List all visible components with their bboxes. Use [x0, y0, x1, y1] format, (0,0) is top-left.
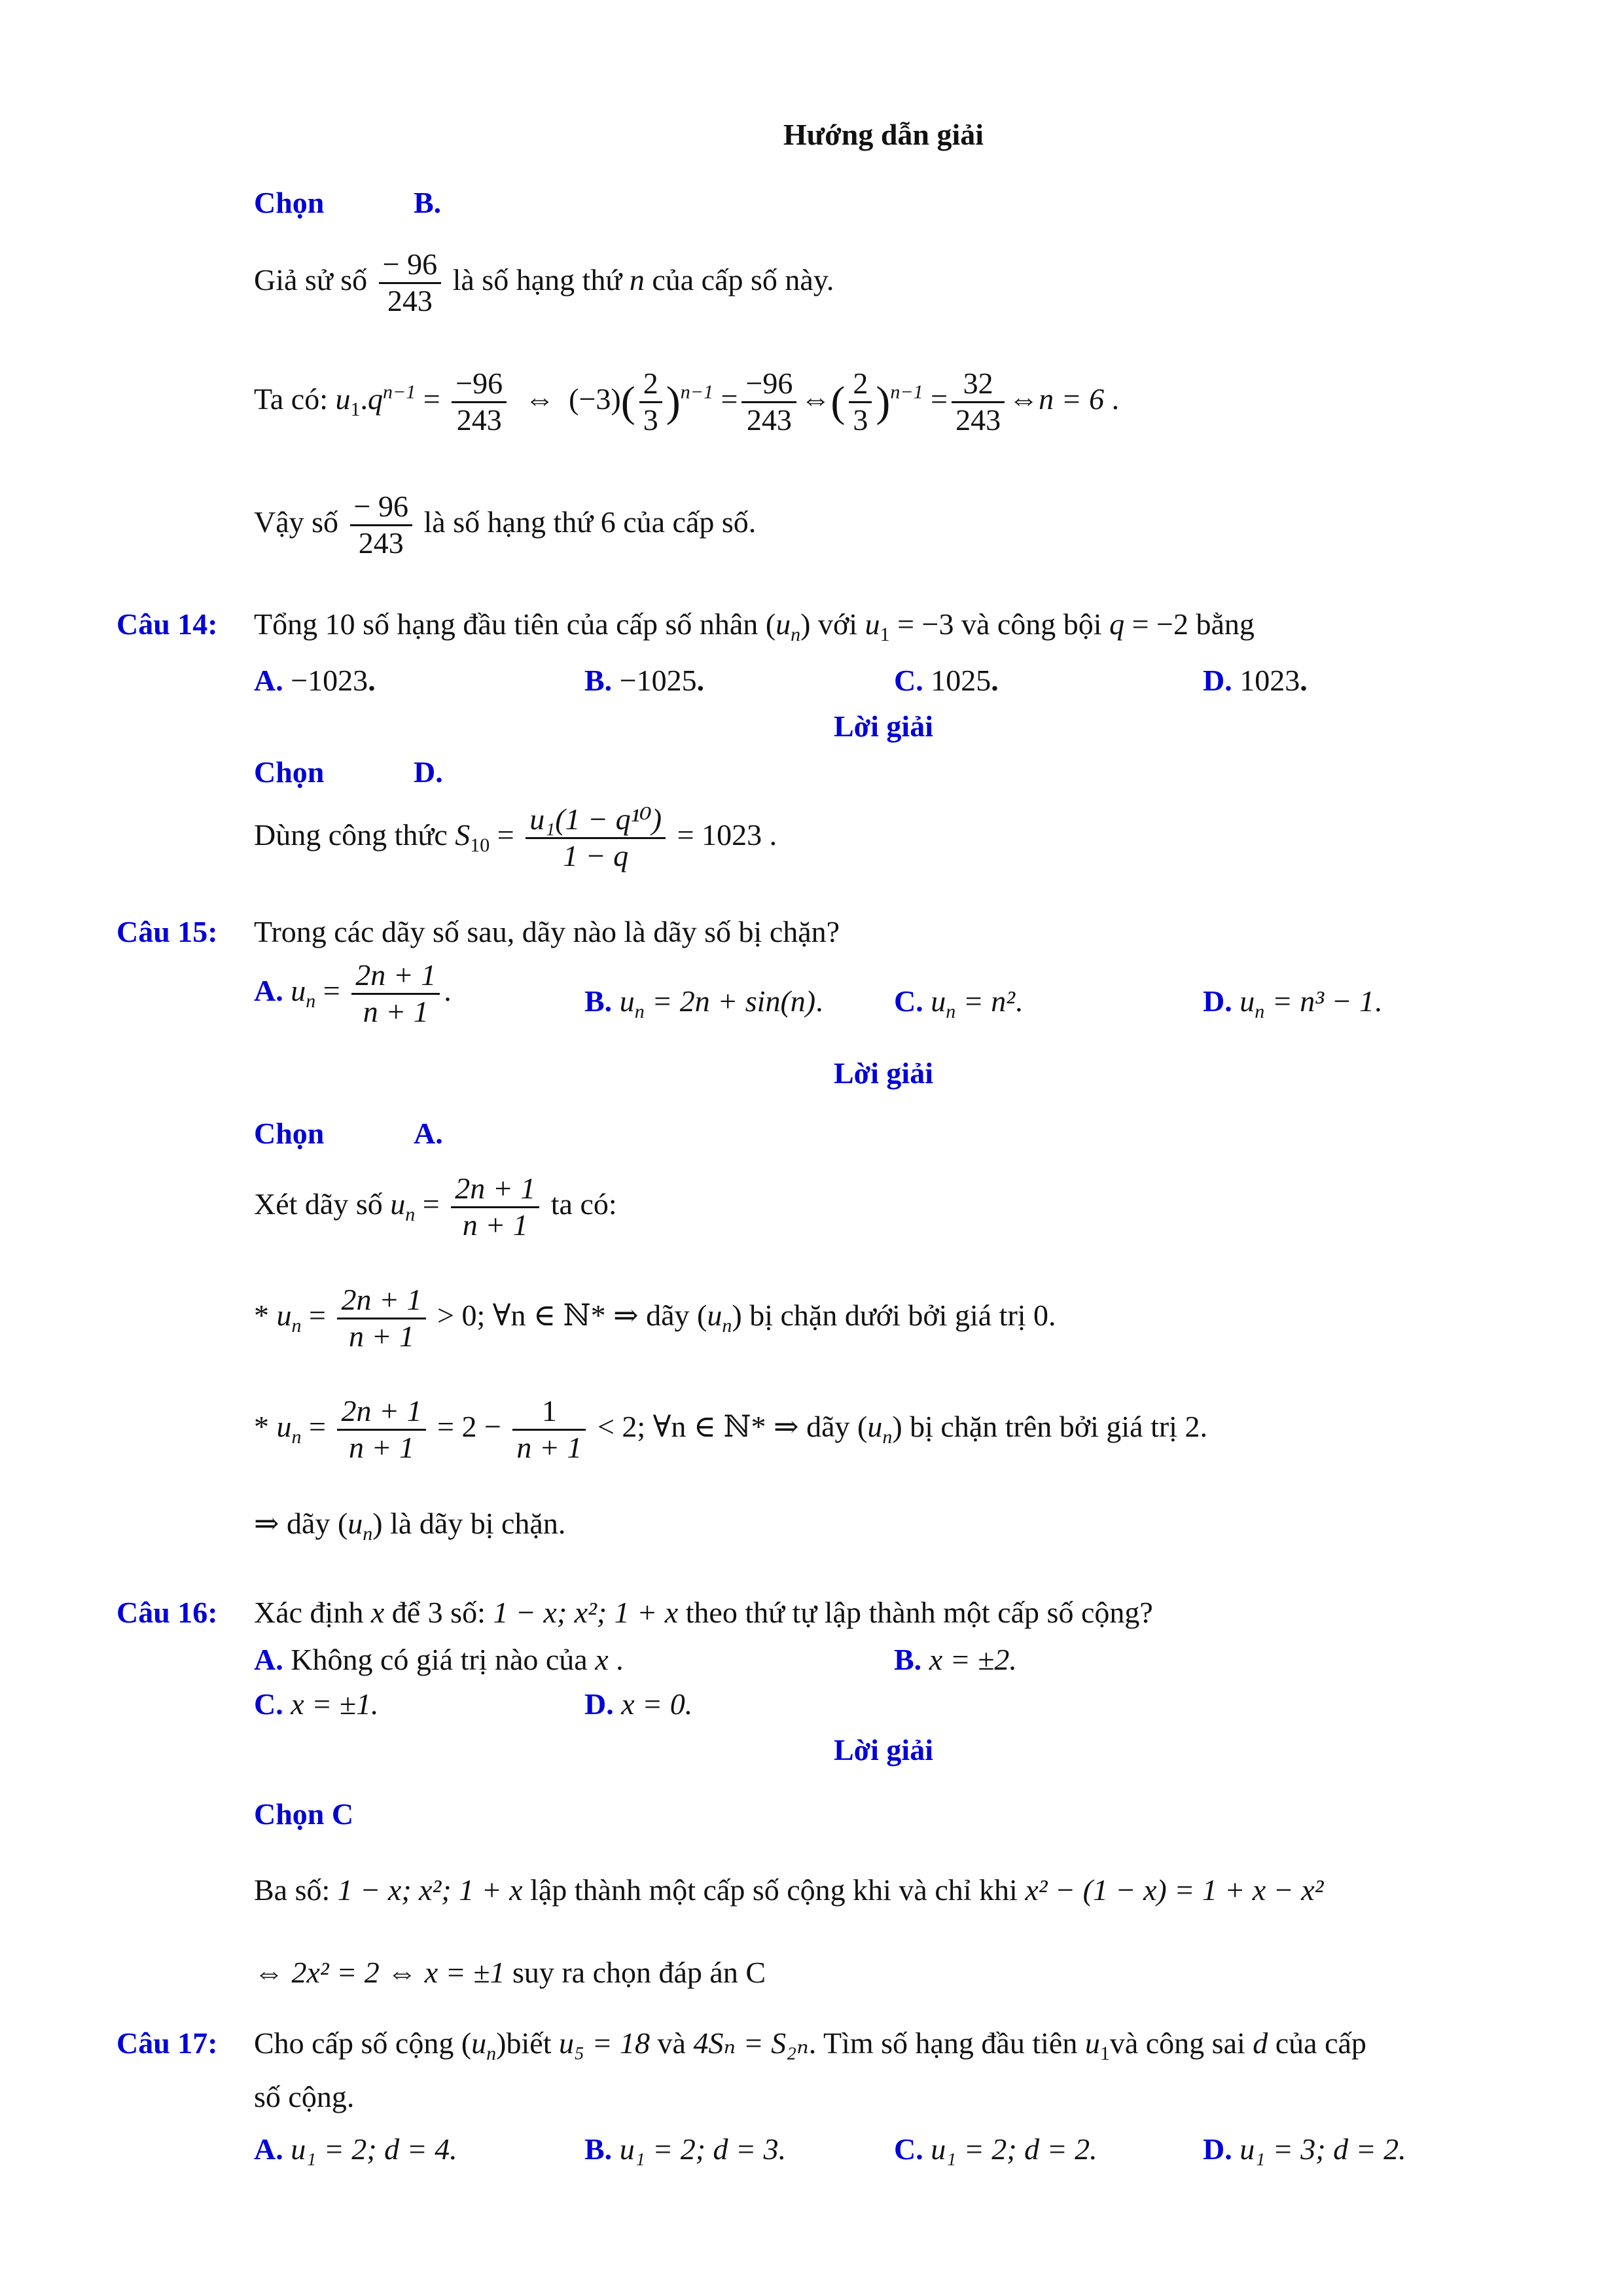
solution-title: Lời giải: [834, 1733, 933, 1767]
question-stem: Trong các dãy số sau, dãy nào là dãy số bị chặn?: [254, 915, 840, 948]
question-stem: Xác định x để 3 số: 1 − x; x²; 1 + x theo thứ tự lập thành một cấp số cộng?: [254, 1596, 1153, 1629]
question-stem: Tổng 10 số hạng đầu tiên của cấp số nhân $(u_n)$ với $u_1 = -3$ và công bội q = −2 bằng: [254, 607, 1255, 646]
option-c[interactable]: C. u₁ = 2; d = 2.: [894, 2132, 1097, 2166]
option-d[interactable]: D. 1023.: [1203, 664, 1308, 697]
chon-answer: D.: [414, 755, 443, 789]
q15-line3: * $u_n$ = $\frac{2n + 1}{n + 1}$ = 2 − $\frac{1}{n + 1}$ < 2; ∀n ∈ ℕ* ⇒ dãy $(u_n)$ bị chặn trên bởi giá trị 2.: [254, 1394, 1207, 1464]
option-a[interactable]: A. u₁ = 2; d = 4.: [254, 2132, 457, 2166]
question-stem-line2: số cộng.: [254, 2080, 355, 2113]
q15-conclusion: ⇒ dãy $(u_n)$ là dãy bị chặn.: [254, 1507, 566, 1545]
option-c[interactable]: C. $u_n = n^2$.: [894, 984, 1023, 1023]
option-d[interactable]: D. x = 0.: [584, 1687, 693, 1721]
question-label: Câu 15:: [116, 915, 218, 948]
option-c[interactable]: C. 1025.: [894, 664, 999, 697]
option-a[interactable]: A. Không có giá trị nào của x .: [254, 1643, 624, 1676]
q13-line1: Giả sử số $\frac{- 96}{243}$ là số hạng thứ n của cấp số này.: [254, 247, 834, 317]
chon-answer: B.: [414, 186, 442, 219]
q13-line2: Ta có: $u_1.q^{n-1}$ = $\frac{-96}{243}$ ⇔ (−3)( $\frac{2}{3}$ )$^{n-1}$ = $\frac{-96}{243}$ ⇔( $\frac{2}{3}$ )$^{n-1}$ = $\frac{32}{243}$ ⇔n = 6 .: [254, 367, 1120, 437]
q15-line1: Xét dãy số $u_n$ = $\frac{2n + 1}{n + 1}$ ta có:: [254, 1172, 617, 1242]
chon-label: Chọn: [254, 186, 325, 219]
fraction: $\frac{- 96}{243}$: [379, 247, 441, 319]
solution-title: Lời giải: [834, 709, 933, 743]
chon-label: Chọn C: [254, 1797, 354, 1831]
option-b[interactable]: B. x = ±2.: [894, 1643, 1017, 1676]
q16-line2: ⇔ 2x² = 2 ⇔ x = ±1 suy ra chọn đáp án C: [254, 1956, 766, 1989]
option-b[interactable]: B. $u_n = 2n + \sin(n)$.: [584, 984, 823, 1023]
solution-heading: Hướng dẫn giải: [783, 118, 984, 151]
option-d[interactable]: D. u₁ = 3; d = 2.: [1203, 2132, 1406, 2166]
question-label: Câu 14:: [116, 607, 218, 641]
option-b[interactable]: B. u₁ = 2; d = 3.: [584, 2132, 787, 2166]
q15-line2: * $u_n$ = $\frac{2n + 1}{n + 1}$ > 0; ∀n ∈ ℕ* ⇒ dãy $(u_n)$ bị chặn dưới bởi giá trị 0.: [254, 1283, 1056, 1353]
option-c[interactable]: C. x = ±1.: [254, 1687, 379, 1721]
chon-answer: A.: [414, 1117, 443, 1150]
chon-label: Chọn: [254, 755, 325, 789]
q16-line1: Ba số: 1 − x; x²; 1 + x lập thành một cấp số cộng khi và chỉ khi x² − (1 − x) = 1 + x − x²: [254, 1873, 1324, 1907]
option-a[interactable]: A. −1023.: [254, 664, 376, 697]
question-label: Câu 17:: [116, 2026, 218, 2060]
chon-label: Chọn: [254, 1117, 325, 1150]
question-label: Câu 16:: [116, 1596, 218, 1629]
question-stem: Cho cấp số cộng $(u_n)biết$ u₅ = 18 và 4Sₙ = S₂ₙ. Tìm số hạng đầu tiên $u_1và$ công sai d của cấp: [254, 2026, 1366, 2065]
sum-formula: Dùng công thức $S_{10}$ = $\frac{\text{u₁(1 − q¹⁰)}}{1 - q}$ = 1023 .: [254, 802, 777, 872]
option-d[interactable]: D. $u_n = n^3 - 1$.: [1203, 984, 1382, 1023]
option-a[interactable]: A. $u_n$ = $\frac{2n + 1}{n + 1}$ .: [254, 958, 452, 1028]
q13-line3: Vậy số $\frac{- 96}{243}$ là số hạng thứ 6 của cấp số.: [254, 490, 757, 560]
option-b[interactable]: B. −1025.: [584, 664, 705, 697]
solution-title: Lời giải: [834, 1056, 933, 1090]
